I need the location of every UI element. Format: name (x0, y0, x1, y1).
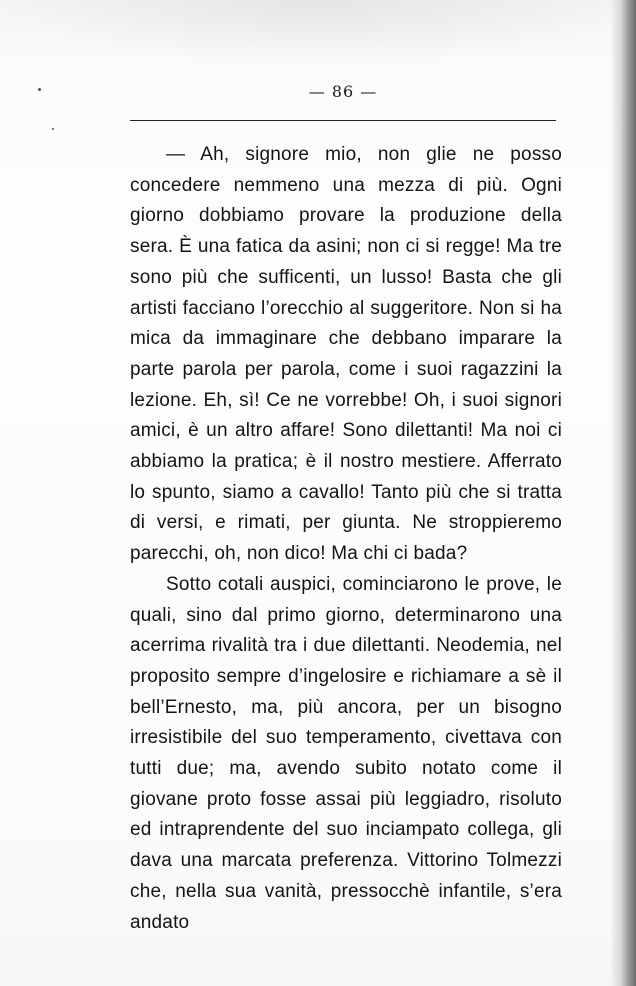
body-text (130, 140, 562, 938)
ink-speck (52, 128, 54, 130)
paragraph: — Ah, signore mio, non glie ne posso concedere nemmeno una mezza di più. Ogni giorno dobbiamo provare la produzione della sera. È una fatica da asini; non ci si regge! Ma tre sono più che sufficenti, un lusso! Basta che gli artisti facciano l’orecchio al suggeritore. Non si ha mica da immaginare che debbano imparare la parte parola per parola, come i suoi ragazzini la lezione. Eh, sì! Ce ne vorrebbe! Oh, i suoi signori amici, è un altro affare! Sono dilettanti! Ma noi ci abbiamo la pratica; è il nostro mestiere. Afferrato lo spunto, siamo a cavallo! Tanto più che si tratta di versi, e rimati, per giunta. Ne stroppieremo parecchi, oh, non dico! Ma chi ci bada? (130, 144, 562, 565)
page-number: — 86 — (308, 82, 378, 101)
header-rule (130, 120, 556, 121)
paragraph: Sotto cotali auspici, cominciarono le prove, le quali, sino dal primo giorno, determinarono una acerrima rivalità tra i due dilettanti. Neodemia, nel proposito sempre d’ingelosire e richiamare a sè il bell’Ernesto, ma, più ancora, per un bisogno irresistibile del suo temperamento, civettava con tutti due; ma, avendo subito notato come il giovane proto fosse assai più leggiadro, risoluto ed intraprendente del suo inciampato collega, gli dava una marcata preferenza. Vittorino Tolmezzi che, nella sua vanità, pressocchè infantile, s’era andato (130, 573, 562, 933)
ink-speck (38, 88, 41, 91)
paper-grain (0, 0, 636, 70)
page-spine-shadow (610, 0, 636, 986)
